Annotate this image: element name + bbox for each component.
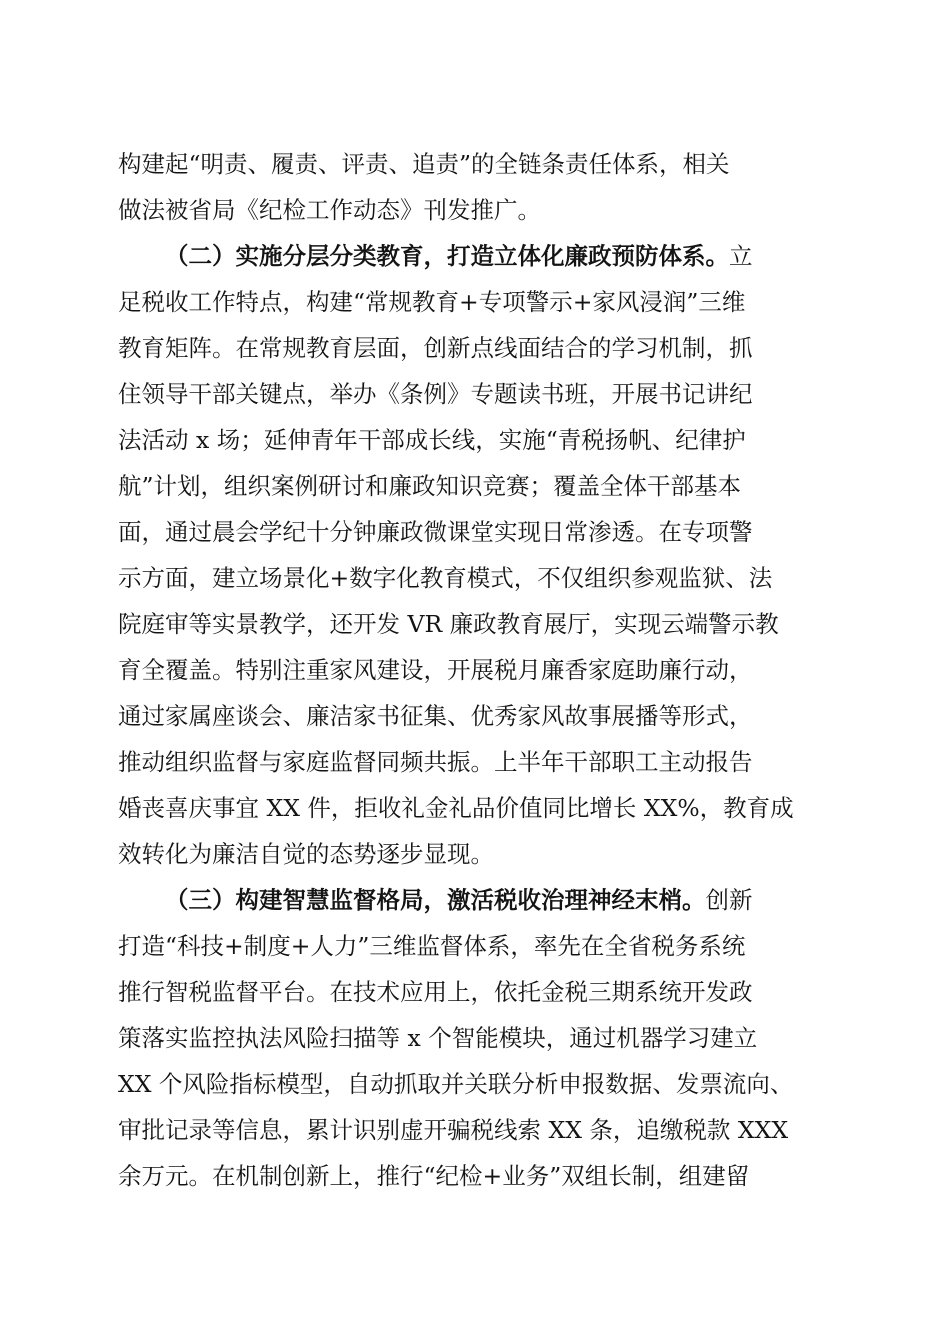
paragraph-line: XX 个风险指标模型，自动抓取并关联分析申报数据、发票流向、 — [118, 1070, 794, 1098]
section-3-heading: （三）构建智慧监督格局，激活税收治理神经末梢。 — [165, 886, 706, 914]
paragraph-line: 住领导干部关键点，举办《条例》专题读书班，开展书记讲纪 — [118, 380, 753, 408]
paragraph-line: 审批记录等信息，累计识别虚开骗税线索 XX 条，追缴税款 XXX — [118, 1116, 789, 1144]
paragraph-text: 创新 — [705, 886, 753, 914]
paragraph-line: 法活动 x 场；延伸青年干部成长线，实施“青税扬帆、纪律护 — [118, 426, 746, 454]
paragraph-text: 立 — [729, 242, 753, 270]
paragraph-line: 策落实监控执法风险扫描等 x 个智能模块，通过机器学习建立 — [118, 1024, 758, 1052]
paragraph-line: 通过家属座谈会、廉洁家书征集、优秀家风故事展播等形式， — [118, 702, 753, 730]
paragraph-line: 育全覆盖。特别注重家风建设，开展税月廉香家庭助廉行动， — [118, 656, 753, 684]
paragraph-line: 效转化为廉洁自觉的态势逐步显现。 — [118, 840, 494, 868]
section-3-heading-line — [165, 880, 840, 920]
paragraph-line: 足税收工作特点，构建“常规教育+专项警示+家风浸润”三维 — [118, 288, 746, 316]
section-2-heading-line — [165, 236, 840, 276]
paragraph-line: 面，通过晨会学纪十分钟廉政微课堂实现日常渗透。在专项警 — [118, 518, 753, 546]
paragraph-line: 推行智税监督平台。在技术应用上，依托金税三期系统开发政 — [118, 978, 753, 1006]
paragraph-line: 婚丧喜庆事宜 XX 件，拒收礼金礼品价值同比增长 XX%，教育成 — [118, 794, 794, 822]
paragraph-line: 教育矩阵。在常规教育层面，创新点线面结合的学习机制，抓 — [118, 334, 753, 362]
paragraph-line: 院庭审等实景教学，还开发 VR 廉政教育展厅，实现云端警示教 — [118, 610, 779, 638]
paragraph-line: 推动组织监督与家庭监督同频共振。上半年干部职工主动报告 — [118, 748, 753, 776]
paragraph-line: 构建起“明责、履责、评责、追责”的全链条责任体系，相关 — [118, 150, 730, 178]
paragraph-line: 示方面，建立场景化+数字化教育模式，不仅组织参观监狱、法 — [118, 564, 773, 592]
paragraph-line: 航”计划，组织案例研讨和廉政知识竞赛；覆盖全体干部基本 — [118, 472, 742, 500]
section-2-heading: （二）实施分层分类教育，打造立体化廉政预防体系。 — [165, 242, 729, 270]
paragraph-line: 余万元。在机制创新上，推行“纪检+业务”双组长制，组建留 — [118, 1162, 750, 1190]
paragraph-line: 做法被省局《纪检工作动态》刊发推广。 — [118, 196, 541, 224]
paragraph-line: 打造“科技+制度+人力”三维监督体系，率先在全省税务系统 — [118, 932, 746, 960]
